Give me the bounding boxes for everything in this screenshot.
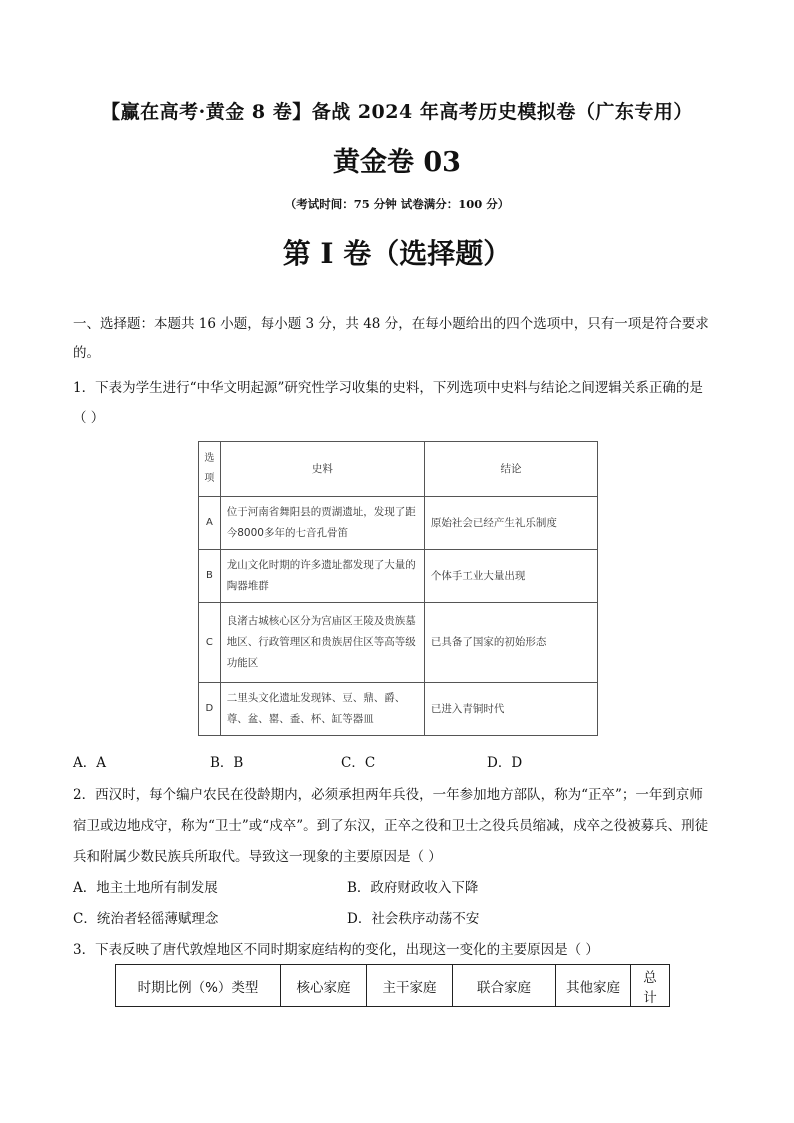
exam-title: 【赢在高考·黄金 8 卷】备战 2024 年高考历史模拟卷（广东专用） <box>101 101 693 123</box>
table-row <box>199 603 598 683</box>
q1-text-line-2: （ ） <box>73 410 105 426</box>
q2-option-d[interactable]: D．社会秩序动荡不安 <box>347 911 480 927</box>
section-heading: 第 I 卷（选择题） <box>282 237 512 270</box>
table-row <box>199 550 598 603</box>
row-option: C <box>199 603 221 683</box>
q2-text-line-3: 兵和附属少数民族兵所取代。导致这一现象的主要原因是（ ） <box>73 849 442 865</box>
q1-option-a[interactable]: A．A <box>73 755 106 771</box>
row-source: 良渚古城核心区分为宫庙区王陵及贵族墓地区、行政管理区和贵族居住区等高等级功能区 <box>220 603 424 683</box>
row-source: 位于河南省舞阳县的贾湖遗址，发现了距今8000多年的七音孔骨笛 <box>220 497 424 550</box>
header-option <box>199 442 221 497</box>
paper-subtitle: 黄金卷 03 <box>333 147 461 178</box>
row-source: 二里头文化遗址发现钵、豆、鼎、爵、尊、盆、罂、盉、杯、缸等器皿 <box>220 683 424 736</box>
table-header-row <box>199 442 598 497</box>
row-option: D <box>199 683 221 736</box>
row-conclusion: 原始社会已经产生礼乐制度 <box>424 497 597 550</box>
q1-option-b[interactable]: B．B <box>210 755 244 771</box>
q1-text-line-1: 1．下表为学生进行“中华文明起源”研究性学习收集的史料，下列选项中史料与结论之间逻辑关系正确的是 <box>73 380 703 396</box>
instructions-line-1: 一、选择题：本题共 16 小题，每小题 3 分，共 48 分，在每小题给出的四个选项中，只有一项是符合要求 <box>73 316 709 332</box>
header-conclusion: 结论 <box>424 442 597 497</box>
header-stem-family: 主干家庭 <box>367 965 453 1007</box>
header-total: 总计 <box>631 965 670 1007</box>
q2-option-c[interactable]: C．统治者轻徭薄赋理念 <box>73 911 219 927</box>
header-option-char-1: 选 <box>204 453 215 464</box>
table-row <box>199 497 598 550</box>
instructions-line-2: 的。 <box>73 345 100 361</box>
row-conclusion: 个体手工业大量出现 <box>424 550 597 603</box>
table-row <box>199 683 598 736</box>
table-header-row <box>116 965 670 1007</box>
q1-option-d[interactable]: D．D <box>487 755 523 771</box>
header-nuclear-family: 核心家庭 <box>281 965 367 1007</box>
header-other-family: 其他家庭 <box>556 965 631 1007</box>
q1-source-table <box>198 441 598 736</box>
row-conclusion: 已进入青铜时代 <box>424 683 597 736</box>
q2-option-a[interactable]: A．地主土地所有制发展 <box>73 880 218 896</box>
header-source: 史料 <box>220 442 424 497</box>
row-option: B <box>199 550 221 603</box>
q1-option-c[interactable]: C．C <box>341 755 376 771</box>
q2-text-line-1: 2．西汉时，每个编户农民在役龄期内，必须承担两年兵役，一年参加地方部队，称为“正卒”；一年到京师 <box>73 787 703 803</box>
q2-text-line-2: 宿卫或边地戍守，称为“卫士”或“戍卒”。到了东汉，正卒之役和卫士之役兵员缩减，戍卒之役被募兵、刑徒 <box>73 818 709 834</box>
row-option: A <box>199 497 221 550</box>
exam-info: （考试时间：75 分钟 试卷满分：100 分） <box>284 197 510 211</box>
row-conclusion: 已具备了国家的初始形态 <box>424 603 597 683</box>
q2-option-b[interactable]: B．政府财政收入下降 <box>347 880 479 896</box>
q3-text-line-1: 3．下表反映了唐代敦煌地区不同时期家庭结构的变化，出现这一变化的主要原因是（ ） <box>73 942 599 958</box>
row-source: 龙山文化时期的许多遗址都发现了大量的陶器堆群 <box>220 550 424 603</box>
q3-family-table <box>115 964 670 1007</box>
header-joint-family: 联合家庭 <box>453 965 556 1007</box>
header-option-char-2: 项 <box>204 473 215 484</box>
header-period-type: 时期比例（%）类型 <box>116 965 281 1007</box>
